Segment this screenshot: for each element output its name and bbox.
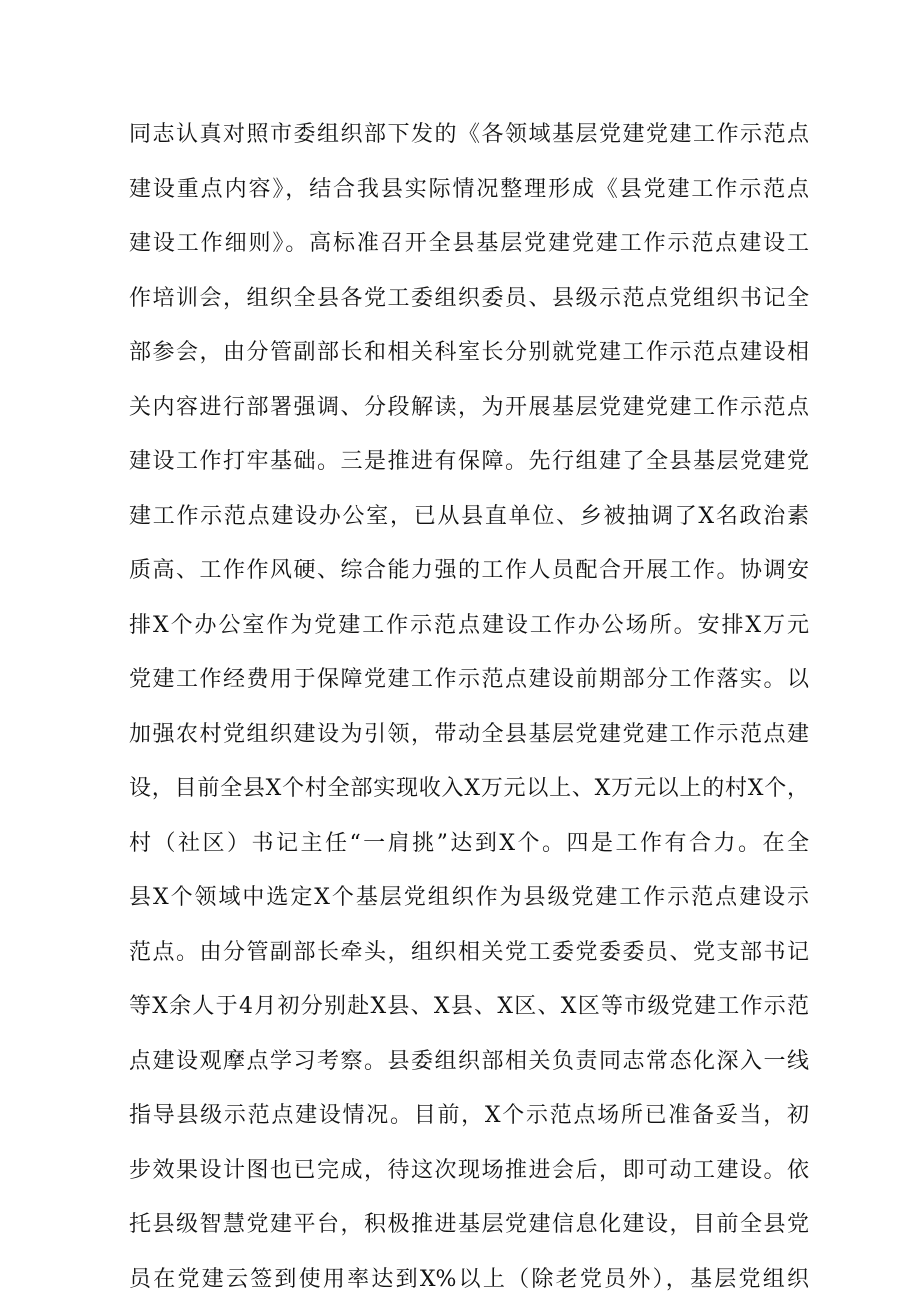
text-line: 步效果设计图也已完成，待这次现场推进会后，即可动工建设。依 <box>129 1144 809 1199</box>
text-line: 作培训会，组织全县各党工委组织委员、县级示范点党组织书记全 <box>129 272 809 327</box>
text-line: 建设工作打牢基础。三是推进有保障。先行组建了全县基层党建党 <box>129 435 809 490</box>
text-line: 点建设观摩点学习考察。县委组织部相关负责同志常态化深入一线 <box>129 1035 809 1090</box>
text-line: 同志认真对照市委组织部下发的《各领域基层党建党建工作示范点 <box>129 108 809 163</box>
text-line: 县X个领域中选定X个基层党组织作为县级党建工作示范点建设示 <box>129 871 809 926</box>
text-line: 党建工作经费用于保障党建工作示范点建设前期部分工作落实。以 <box>129 653 809 708</box>
body-text <box>129 108 809 1307</box>
text-line: 员在党建云签到使用率达到X%以上（除老党员外），基层党组织 <box>129 1253 809 1307</box>
text-line: 质高、工作作风硬、综合能力强的工作人员配合开展工作。协调安 <box>129 544 809 599</box>
text-line: 设，目前全县X个村全部实现收入X万元以上、X万元以上的村X个， <box>129 762 809 817</box>
text-line: 关内容进行部署强调、分段解读，为开展基层党建党建工作示范点 <box>129 381 809 436</box>
text-line: 等X余人于4月初分别赴X县、X县、X区、X区等市级党建工作示范 <box>129 980 809 1035</box>
text-line: 建设工作细则》。高标准召开全县基层党建党建工作示范点建设工 <box>129 217 809 272</box>
text-line: 指导县级示范点建设情况。目前，X个示范点场所已准备妥当，初 <box>129 1089 809 1144</box>
text-line: 加强农村党组织建设为引领，带动全县基层党建党建工作示范点建 <box>129 708 809 763</box>
text-line: 范点。由分管副部长牵头，组织相关党工委党委委员、党支部书记 <box>129 926 809 981</box>
text-line: 部参会，由分管副部长和相关科室长分别就党建工作示范点建设相 <box>129 326 809 381</box>
text-line: 建设重点内容》，结合我县实际情况整理形成《县党建工作示范点 <box>129 163 809 218</box>
text-line: 村（社区）书记主任“一肩挑”达到X个。四是工作有合力。在全 <box>129 817 809 872</box>
text-line: 排X个办公室作为党建工作示范点建设工作办公场所。安排X万元 <box>129 599 809 654</box>
text-line: 托县级智慧党建平台，积极推进基层党建信息化建设，目前全县党 <box>129 1198 809 1253</box>
text-line: 建工作示范点建设办公室，已从县直单位、乡被抽调了X名政治素 <box>129 490 809 545</box>
